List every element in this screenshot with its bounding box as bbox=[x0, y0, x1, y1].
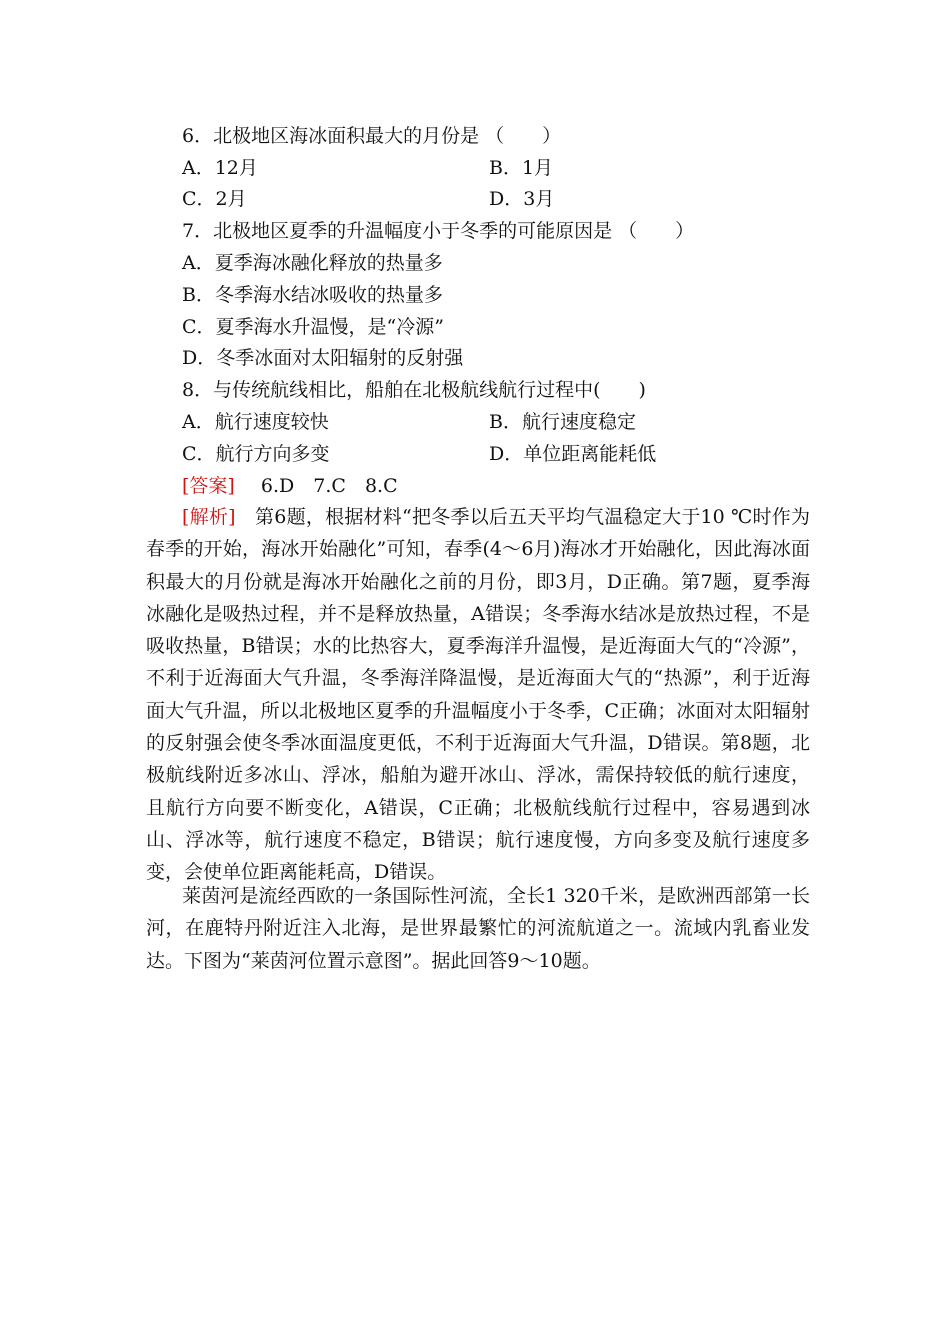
question-8-stem: 8．与传统航线相比，船舶在北极航线航行过程中( ) bbox=[182, 379, 646, 401]
question-8-option-b: B．航行速度稳定 bbox=[489, 411, 636, 433]
question-7-option-d: D．冬季冰面对太阳辐射的反射强 bbox=[182, 347, 464, 369]
question-6-option-a: A．12月 bbox=[182, 157, 258, 179]
question-8-option-c: C．航行方向多变 bbox=[182, 443, 330, 465]
analysis-label: [解析] bbox=[182, 506, 236, 528]
question-7-option-c: C．夏季海水升温慢，是“冷源” bbox=[182, 316, 444, 338]
question-6-stem: 6．北极地区海冰面积最大的月份是 （ ） bbox=[182, 125, 562, 147]
question-6-option-b: B．1月 bbox=[489, 157, 554, 179]
question-7-option-b: B．冬季海水结冰吸收的热量多 bbox=[182, 284, 443, 306]
answer-label: [答案] bbox=[182, 475, 235, 497]
question-8-option-a: A．航行速度较快 bbox=[182, 411, 329, 433]
answer-line bbox=[182, 473, 398, 499]
intro-paragraph bbox=[146, 880, 810, 977]
intro-text: 莱茵河是流经西欧的一条国际性河流，全长1 320千米，是欧洲西部第一长河，在鹿特丹附近注入北海，是世界最繁忙的河流航道之一。流域内乳畜业发达。下图为“莱茵河位置示意图”。据此回答9～10题。 bbox=[146, 885, 810, 972]
question-7-stem: 7．北极地区夏季的升温幅度小于冬季的可能原因是 （ ） bbox=[182, 220, 695, 242]
question-7-option-a: A．夏季海冰融化释放的热量多 bbox=[182, 252, 443, 274]
question-6-option-d: D．3月 bbox=[489, 188, 555, 210]
answer-text: 6.D 7.C 8.C bbox=[260, 475, 398, 497]
analysis-text: 第6题，根据材料“把冬季以后五天平均气温稳定大于10 ℃时作为春季的开始，海冰开始融化”可知，春季(4～6月)海冰才开始融化，因此海冰面积最大的月份就是海冰开始融化之前的月份，即3月，D正确。第7题，夏季海冰融化是吸热过程，并不是释放热量，A错误；冬季海水结冰是放热过程，不是吸收热量，B错误；水的比热容大，夏季海洋升温慢，是近海面大气的“冷源”，不利于近海面大气升温，冬季海洋降温慢，是近海面大气的“热源”，利于近海面大气升温，所以北极地区夏季的升温幅度小于冬季，C正确；冰面对太阳辐射的反射强会使冬季冰面温度更低，不利于近海面大气升温，D错误。第8题，北极航线附近多冰山、浮冰，船舶为避开冰山、浮冰，需保持较低的航行速度，且航行方向要不断变化，A错误，C正确；北极航线航行过程中，容易遇到冰山、浮冰等，航行速度不稳定，B错误；航行速度慢，方向多变及航行速度多变，会使单位距离能耗高，D错误。 bbox=[146, 506, 810, 884]
analysis-paragraph bbox=[146, 501, 810, 889]
question-8-option-d: D．单位距离能耗低 bbox=[489, 443, 657, 465]
question-6-option-c: C．2月 bbox=[182, 188, 247, 210]
